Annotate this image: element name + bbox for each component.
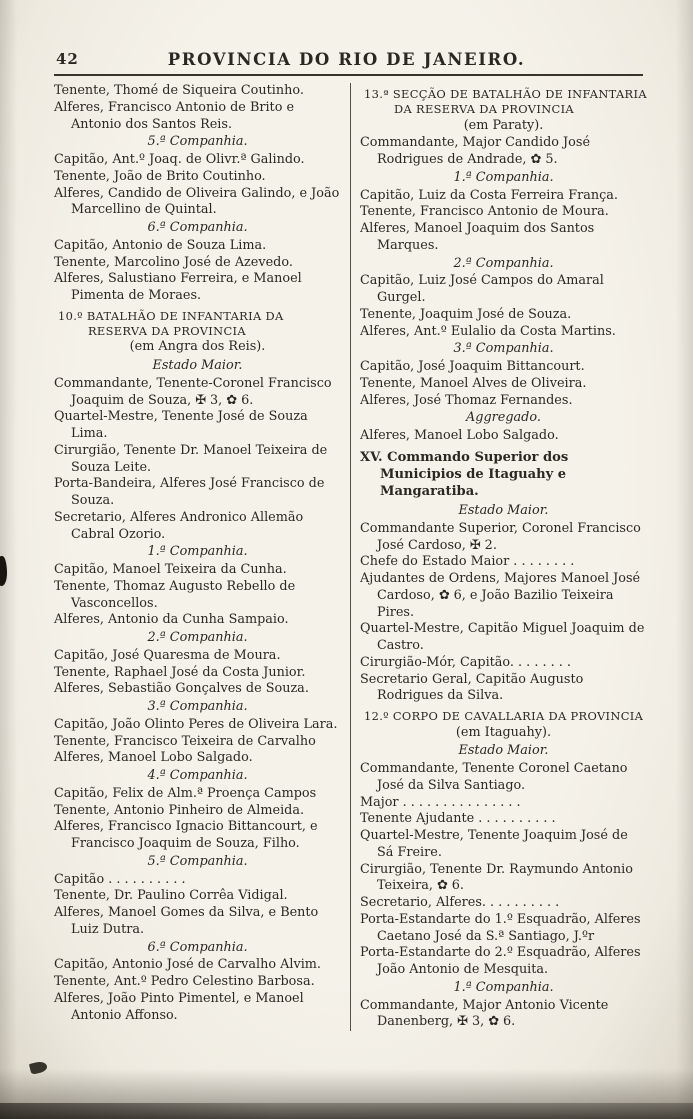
roster-entry: Tenente, Francisco Teixeira de Carvalho (54, 733, 316, 749)
superior-command-heading: XV. Commando Superior dos Municipios de Itaguahy e Mangaratiba. (360, 449, 569, 500)
company-heading: 6.ª Companhia. (147, 939, 248, 955)
roster-entry: Tenente, Francisco Antonio de Moura. (360, 204, 609, 220)
company-heading: 5.ª Companhia. (147, 853, 248, 869)
roster-entry: Ajudantes de Ordens, Majores Manoel José Cardoso, ✿ 6, e João Bazilio Teixeira Pires. (360, 571, 641, 620)
roster-entry: Alferes, Salustiano Ferreira, e Manoel Pimenta de Moraes. (54, 271, 302, 303)
roster-entry: Commandante Superior, Coronel Francisco José Cardoso, ✠ 2. (360, 520, 641, 553)
ink-smudge-bottom-left (29, 1060, 48, 1075)
roster-entry: Tenente, Antonio Pinheiro de Almeida. (54, 802, 305, 818)
header-rule (54, 74, 643, 76)
roster-entry: Capitão, José Quaresma de Moura. (54, 647, 281, 663)
company-heading: 2.ª Companhia. (147, 630, 248, 646)
roster-entry: Capitão, Antonio de Souza Lima. (54, 237, 267, 253)
unit-location-note: (em Angra dos Reis). (129, 339, 266, 355)
roster-entry: Secretario Geral, Capitão Augusto Rodrigues da Silva. (360, 671, 584, 704)
company-heading: 3.ª Companhia. (453, 341, 554, 357)
roster-entry: Alferes, Manoel Lobo Salgado. (360, 428, 559, 444)
roster-entry: Tenente, Dr. Paulino Corrêa Vidigal. (54, 888, 288, 904)
roster-entry: Capitão, Luiz José Campos do Amaral Gurgel. (360, 273, 604, 306)
roster-entry: Major . . . . . . . . . . . . . . . (360, 794, 521, 810)
roster-entry: Tenente, Thomaz Augusto Rebello de Vasconcellos. (54, 578, 296, 611)
roster-entry: Capitão, Felix de Alm.ª Proença Campos (54, 785, 317, 801)
roster-entry: Commandante, Tenente-Coronel Francisco Joaquim de Souza, ✠ 3, ✿ 6. (54, 375, 332, 408)
roster-entry: Capitão . . . . . . . . . . (54, 871, 186, 887)
company-heading: 1.ª Companhia. (147, 544, 248, 560)
staff-heading: Estado Maior. (152, 358, 243, 374)
roster-entry: Cirurgião, Tenente Dr. Manoel Teixeira de Souza Leite. (54, 442, 328, 475)
roster-entry: Alferes, Manoel Lobo Salgado. (54, 750, 253, 766)
roster-entry: Cirurgião, Tenente Dr. Raymundo Antonio Teixeira, ✿ 6. (360, 861, 633, 894)
roster-entry: Secretario, Alferes. . . . . . . . . . (360, 895, 560, 911)
page-number: 42 (56, 50, 79, 68)
company-heading: 4.ª Companhia. (147, 768, 248, 784)
roster-entry: Tenente, Marcolino José de Azevedo. (54, 254, 293, 270)
page-header (0, 0, 693, 69)
unit-heading: 13.ª SECÇÃO DE BATALHÃO DE INFANTARIA DA RESERVA DA PROVINCIA (364, 87, 647, 117)
roster-entry: Secretario, Alferes Andronico Allemão Cabral Ozorio. (54, 509, 304, 542)
roster-entry: Alferes, Francisco Ignacio Bittancourt, e Francisco Joaquim de Souza, Filho. (54, 819, 318, 852)
roster-entry: Capitão, Ant.º Joaq. de Olivr.ª Galindo. (54, 152, 305, 167)
company-heading: 6.ª Companhia. (147, 220, 248, 235)
roster-entry: Alferes, Candido de Oliveira Galindo, e João Marcellino de Quintal. (54, 185, 340, 218)
roster-entry: Porta-Estandarte do 1.º Esquadrão, Alferes Caetano José da S.ª Santiago, J.ºr (360, 911, 641, 944)
staff-heading: Estado Maior. (458, 743, 549, 759)
roster-entry: Capitão, Luiz da Costa Ferreira França. (360, 187, 618, 203)
roster-entry: Alferes, Sebastião Gonçalves de Souza. (54, 681, 309, 697)
unit-heading: 10.º BATALHÃO DE INFANTARIA DA RESERVA DA PROVINCIA (58, 308, 284, 339)
company-heading: 2.ª Companhia. (453, 255, 554, 271)
left-column (54, 83, 350, 1031)
roster-entry: Alferes, João Pinto Pimentel, e Manoel Antonio Affonso. (54, 990, 304, 1023)
roster-entry: Tenente, João de Brito Coutinho. (54, 168, 266, 184)
roster-entry: Tenente, Ant.º Pedro Celestino Barbosa. (54, 974, 315, 990)
unit-location-note: (em Itaguahy). (455, 724, 552, 740)
company-heading: 1.ª Companhia. (453, 169, 554, 185)
roster-entry: Tenente, Thomé de Siqueira Coutinho. (54, 83, 304, 98)
roster-entry: Capitão, João Olinto Peres de Oliveira Lara. (54, 716, 338, 732)
roster-entry: Quartel-Mestre, Capitão Miguel Joaquim de Castro. (360, 621, 645, 654)
company-heading: Aggregado. (466, 410, 541, 426)
roster-entry: Commandante, Tenente Coronel Caetano José da Silva Santiago. (360, 761, 628, 793)
page-title: PROVINCIA DO RIO DE JANEIRO. (167, 50, 526, 69)
roster-entry: Commandante, Major Antonio Vicente Danenberg, ✠ 3, ✿ 6. (360, 997, 609, 1030)
roster-entry: Capitão, Manoel Teixeira da Cunha. (54, 562, 287, 578)
roster-entry: Tenente, Raphael José da Costa Junior. (54, 664, 306, 680)
roster-entry: Alferes, José Thomaz Fernandes. (360, 392, 573, 408)
roster-entry: Tenente, Manoel Alves de Oliveira. (360, 375, 587, 391)
company-heading: 5.ª Companhia. (147, 134, 248, 150)
two-column-text-body (0, 83, 693, 1031)
roster-entry: Porta-Bandeira, Alferes José Francisco de Souza. (54, 476, 325, 509)
roster-entry: Cirurgião-Mór, Capitão. . . . . . . . (360, 654, 571, 670)
company-heading: 1.ª Companhia. (453, 979, 554, 995)
right-column (350, 83, 647, 1031)
roster-entry: Quartel-Mestre, Tenente José de Souza Lima. (54, 409, 308, 442)
unit-heading: 12.º CORPO DE CAVALLARIA DA PROVINCIA (364, 709, 644, 724)
roster-entry: Chefe do Estado Maior . . . . . . . . (360, 554, 575, 570)
page-bottom-shadow (0, 1103, 693, 1119)
roster-entry: Alferes, Ant.º Eulalio da Costa Martins. (360, 323, 616, 339)
roster-entry: Tenente Ajudante . . . . . . . . . . (360, 811, 556, 827)
roster-entry: Capitão, José Joaquim Bittancourt. (360, 359, 585, 375)
roster-entry: Tenente, Joaquim José de Souza. (360, 306, 572, 322)
staff-heading: Estado Maior. (458, 503, 549, 519)
unit-location-note: (em Paraty). (463, 117, 544, 133)
roster-entry: Commandante, Major Candido José Rodrigues de Andrade, ✿ 5. (360, 135, 591, 168)
roster-entry: Alferes, Manoel Joaquim dos Santos Marques. (360, 221, 595, 253)
company-heading: 3.ª Companhia. (147, 699, 248, 715)
roster-entry: Alferes, Francisco Antonio de Brito e Antonio dos Santos Reis. (54, 99, 295, 132)
roster-entry: Alferes, Manoel Gomes da Silva, e Bento Luiz Dutra. (54, 905, 319, 937)
roster-entry: Alferes, Antonio da Cunha Sampaio. (54, 612, 289, 628)
roster-entry: Capitão, Antonio José de Carvalho Alvim. (54, 957, 321, 973)
roster-entry: Quartel-Mestre, Tenente Joaquim José de Sá Freire. (360, 828, 628, 860)
roster-entry: Porta-Estandarte do 2.º Esquadrão, Alferes João Antonio de Mesquita. (360, 945, 641, 978)
